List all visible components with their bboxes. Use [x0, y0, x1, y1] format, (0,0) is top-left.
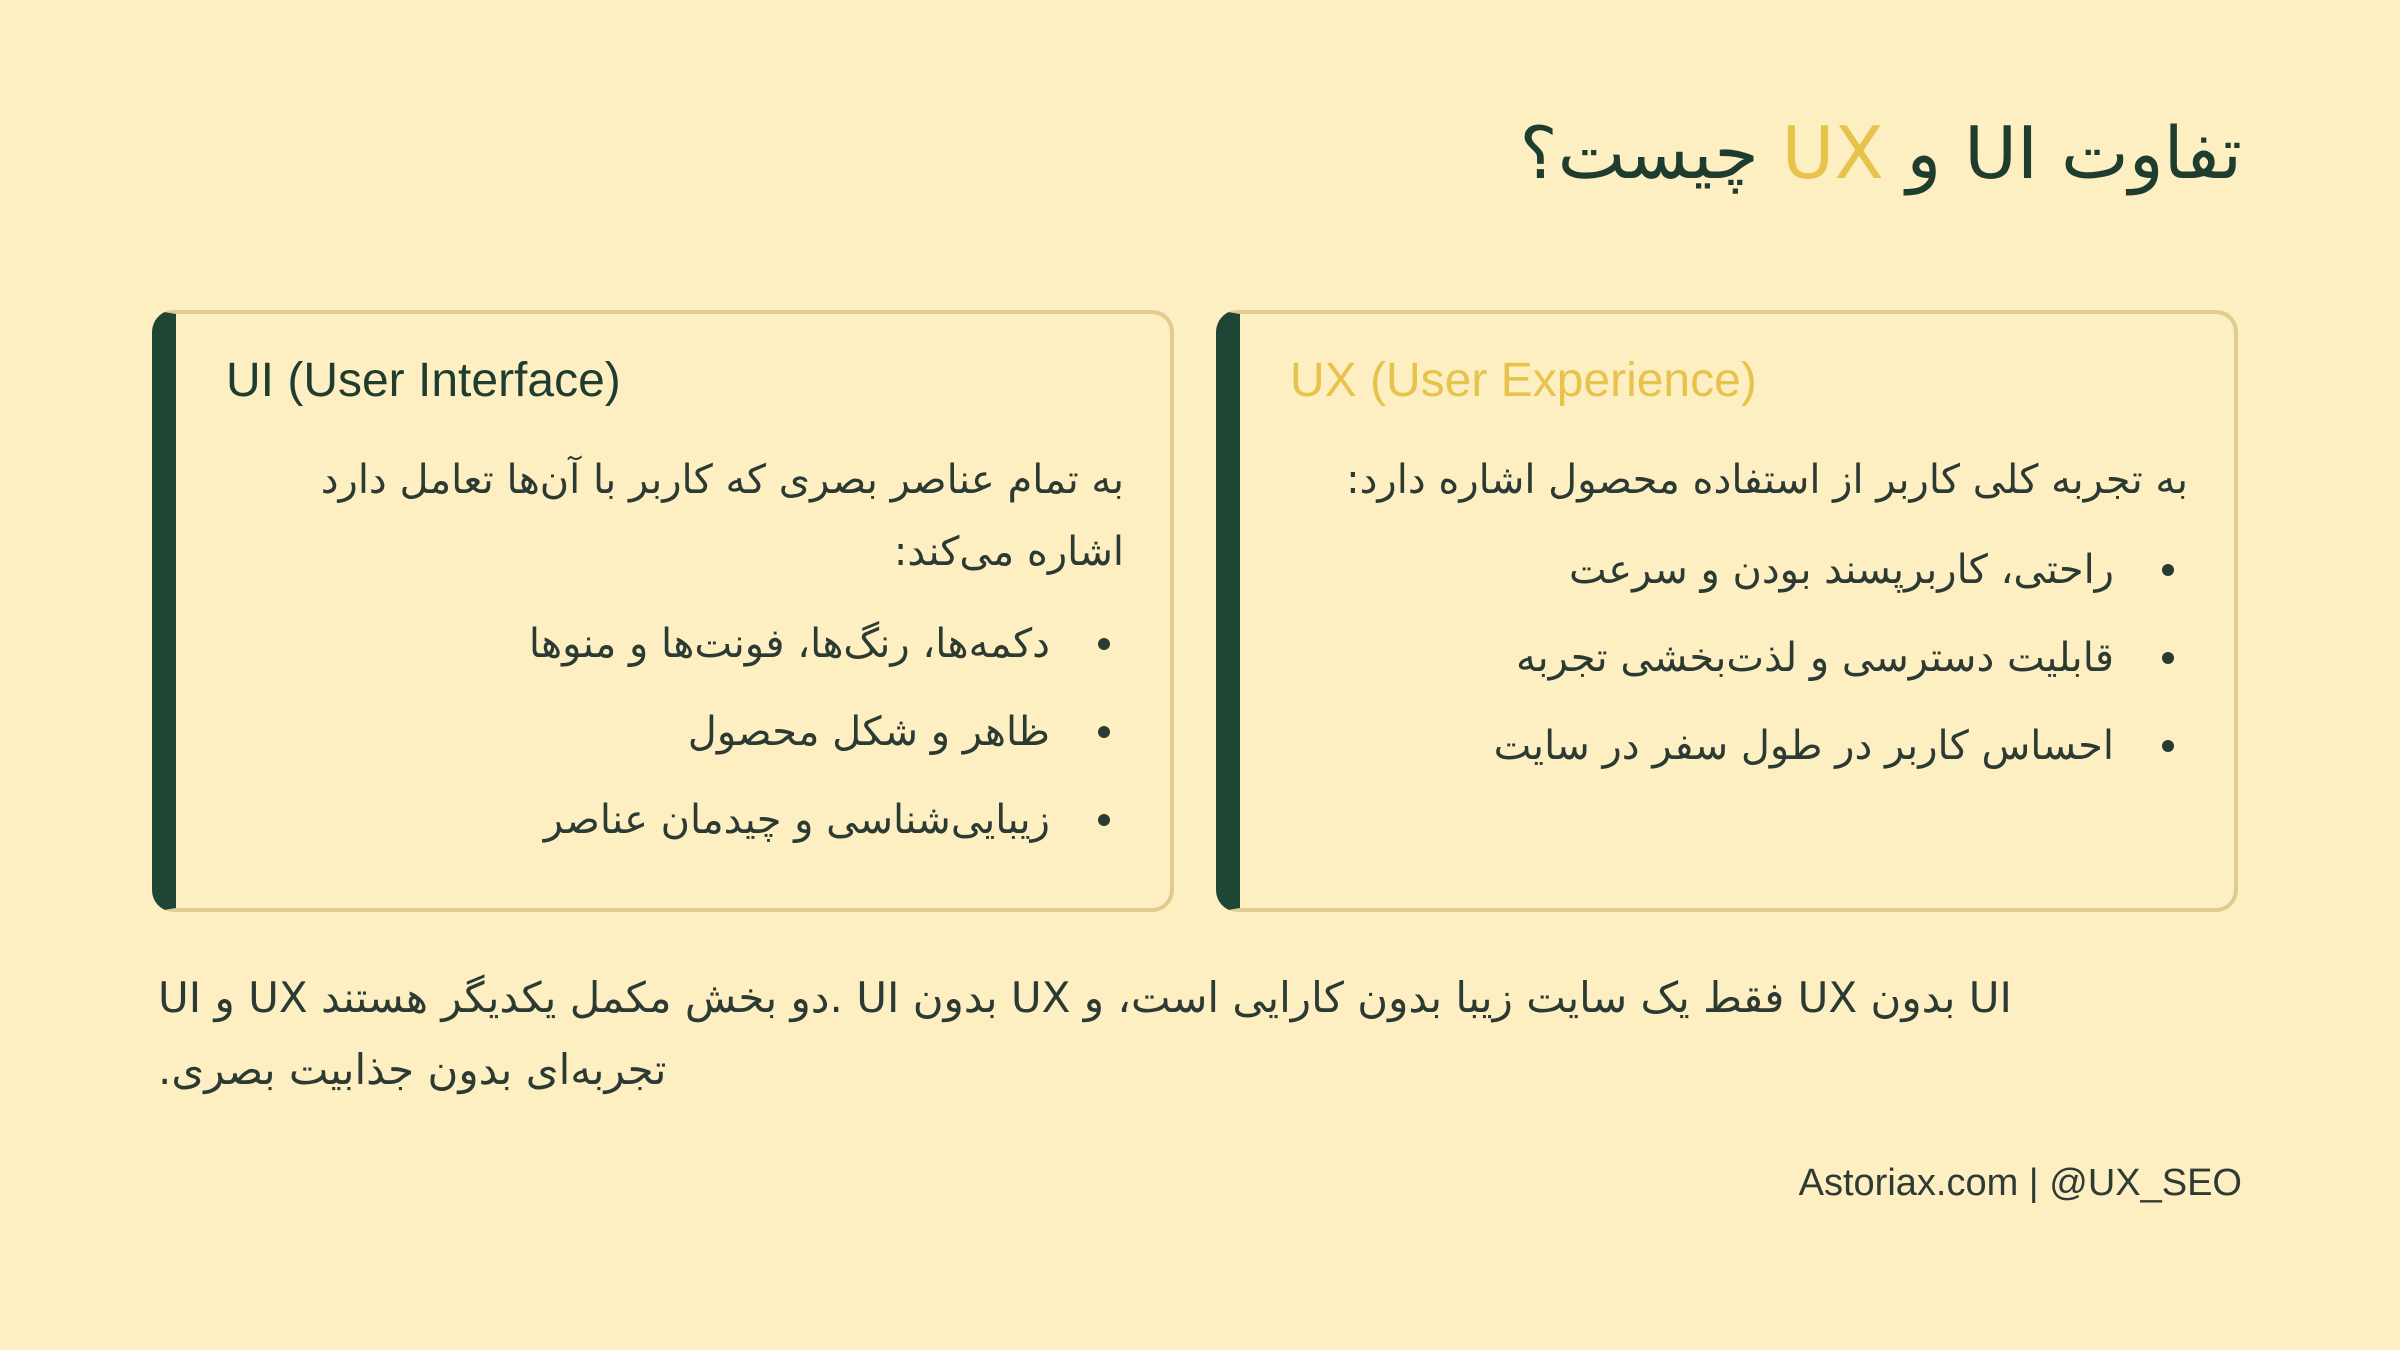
- list-item-text: دکمه‌ها، رنگ‌ها، فونت‌ها و منوها: [528, 621, 1050, 667]
- slide-title: [1519, 110, 2242, 196]
- ux-card: [1216, 310, 2238, 912]
- bullet-icon: [1098, 726, 1110, 738]
- ux-card-description: به تجربه کلی کاربر از استفاده محصول اشاره دارد:: [1346, 457, 2188, 503]
- list-item: [1308, 526, 2188, 614]
- title-part-end: چیست؟: [1519, 111, 1782, 195]
- ui-card-description: به تمام عناصر بصری که کاربر با آن‌ها تعامل دارد اشاره می‌کند:: [320, 457, 1124, 575]
- ui-card-list: [244, 600, 1124, 864]
- bullet-icon: [2162, 740, 2174, 752]
- ui-card-heading: UI (User Interface): [226, 354, 621, 407]
- title-part-start: تفاوت UI و: [1883, 111, 2242, 195]
- ux-card-list: [1308, 526, 2188, 790]
- list-item-text: ظاهر و شکل محصول: [687, 709, 1050, 755]
- list-item-text: زیبایی‌شناسی و چیدمان عناصر: [543, 797, 1050, 843]
- ui-card: [152, 310, 1174, 912]
- list-item: [244, 688, 1124, 776]
- bullet-icon: [1098, 814, 1110, 826]
- bullet-icon: [2162, 652, 2174, 664]
- ux-card-heading: UX (User Experience): [1290, 354, 1757, 407]
- bullet-icon: [1098, 638, 1110, 650]
- list-item-text: قابلیت دسترسی و لذت‌بخشی تجربه: [1516, 635, 2114, 681]
- credit: Astoriax.com | @UX_SEO: [1798, 1162, 2242, 1204]
- list-item: [244, 600, 1124, 688]
- title-accent: UX: [1781, 111, 1884, 195]
- list-item: [244, 776, 1124, 864]
- footer-note: UI بدون UX فقط یک سایت زیبا بدون کارایی است، و UX بدون UI .دو بخش مکمل یکدیگر هستند UX و UI تجربه‌ای بدون جذابیت بصری.: [158, 973, 2012, 1094]
- list-item-text: راحتی، کاربرپسند بودن و سرعت: [1569, 547, 2114, 593]
- list-item: [1308, 614, 2188, 702]
- list-item-text: احساس کاربر در طول سفر در سایت: [1493, 723, 2114, 769]
- bullet-icon: [2162, 564, 2174, 576]
- list-item: [1308, 702, 2188, 790]
